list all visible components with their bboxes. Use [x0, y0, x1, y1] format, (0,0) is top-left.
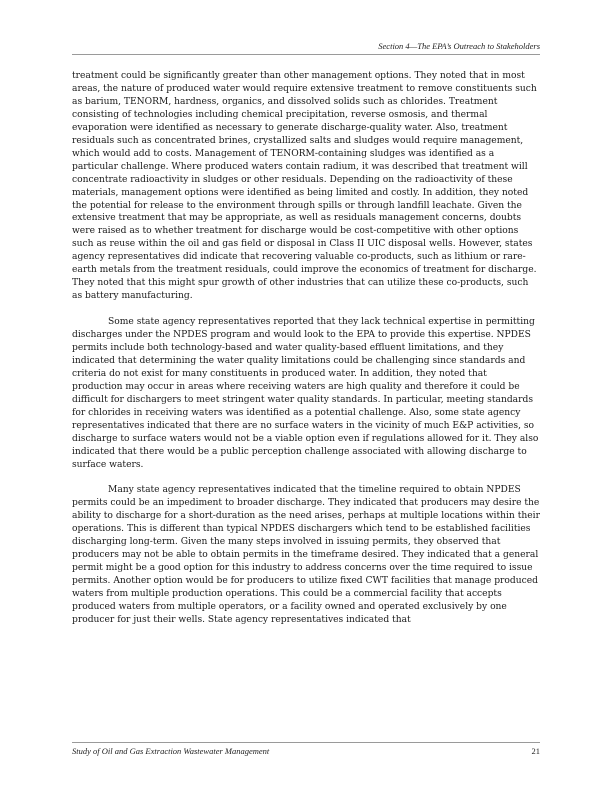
page-number: 21 — [531, 746, 540, 756]
paragraph-1: treatment could be significantly greater than other management options. They noted that in most areas, the nature of produced water would require extensive treatment to remove constituents such as barium, TENORM, hardness, organics, and dissolved solids such as chlorides. Treatment consisting of technologies including chemical precipitation, reverse osmosis, and thermal evaporation were identified as necessary to generate discharge-quality water. Also, treatment residuals such as concentrated brines, crystallized salts and sludges would require management, which would add to costs. Management of TENORM-containing sludges was identified as a particular challenge. Where produced waters contain radium, it was described that treatment will concentrate radioactivity in sludges or other residuals. Depending on the radioactivity of these materials, management options were identified as being limited and costly. In addition, they noted the potential for release to the environment through spills or through landfill leachate. Given the extensive treatment that may be appropriate, as well as residuals management concerns, doubts were raised as to whether treatment for discharge would be cost-competitive with other options such as reuse within the oil and gas field or disposal in Class II UIC disposal wells. However, states agency representatives did indicate that recovering valuable co-products, such as lithium or rare-earth metals from the treatment residuals, could improve the economics of treatment for discharge. They noted that this might spur growth of other industries that can utilize these co-products, such as battery manufacturing. — [72, 71, 537, 302]
page-header — [72, 36, 540, 55]
paragraph-3: Many state agency representatives indicated that the timeline required to obtain NPDES permits could be an impediment to broader discharge. They indicated that producers may desire the ability to discharge for a short-duration as the need arises, perhaps at multiple locations within their operations. This is different than typical NPDES dischargers which tend to be established facilities discharging long-term. Given the many steps involved in issuing permits, they observed that producers may not be able to obtain permits in the timeframe desired. They indicated that a general permit might be a good option for this industry to address concerns over the time required to issue permits. Another option would be for producers to utilize fixed CWT facilities that manage produced waters from multiple production operations. This could be a commercial facility that accepts produced waters from multiple operators, or a facility owned and operated exclusively by one producer for just their wells. State agency representatives indicated that — [72, 485, 540, 625]
paragraph-2: Some state agency representatives reported that they lack technical expertise in permitting discharges under the NPDES program and would look to the EPA to provide this expertise. NPDES permits include both technology-based and water quality-based effluent limitations, and they indicated that determining the water quality limitations could be challenging since standards and criteria do not exist for many constituents in produced water. In addition, they noted that production may occur in areas where receiving waters are high quality and therefore it could be difficult for dischargers to meet stringent water quality standards. In particular, meeting standards for chlorides in receiving waters was identified as a potential challenge. Also, some state agency representatives indicated that there are no surface waters in the vicinity of much E&P activities, so discharge to surface waters would not be a viable option even if regulations allowed for it. They also indicated that there would be a public perception challenge associated with allowing discharge to surface waters. — [72, 317, 539, 470]
section-title: Section 4—The EPA’s Outreach to Stakeholders — [378, 41, 540, 51]
document-title: Study of Oil and Gas Extraction Wastewater Management — [72, 746, 270, 756]
page-footer — [72, 742, 540, 757]
body-text — [72, 70, 540, 640]
